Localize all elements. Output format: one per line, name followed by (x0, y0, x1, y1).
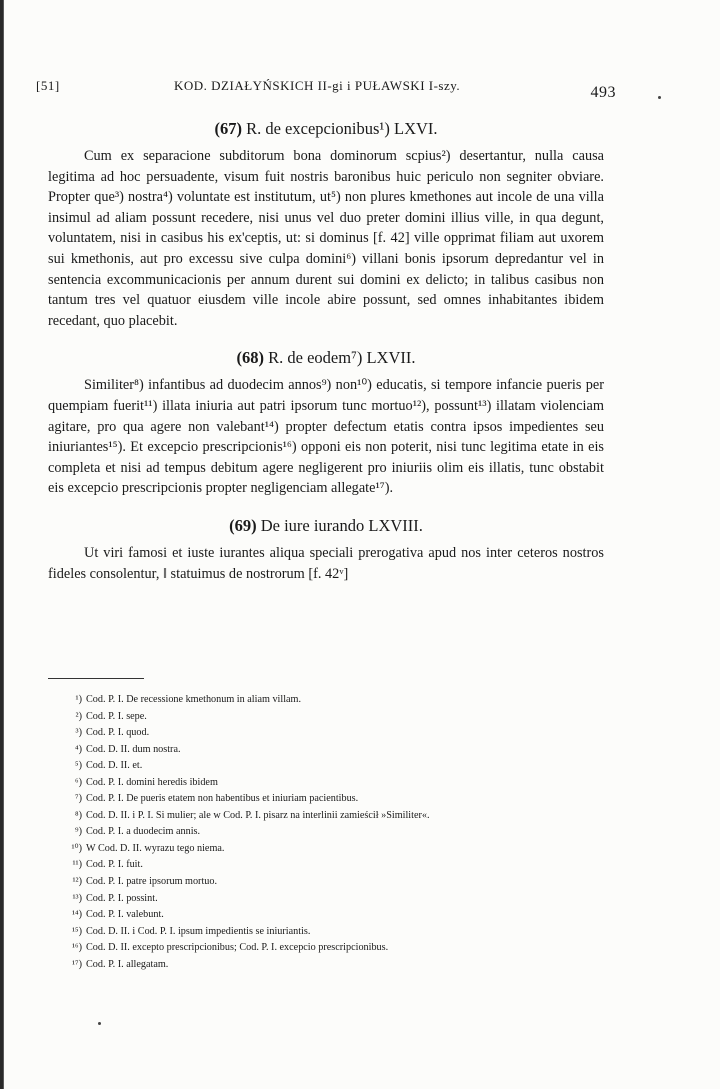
footnote-text: Cod. P. I. valebunt. (86, 909, 164, 921)
section-heading (48, 515, 604, 537)
footnote-mark: ¹⁶) (72, 942, 82, 954)
footnote-mark: ²) (75, 710, 82, 722)
footnote-mark: ⁵) (75, 760, 82, 772)
footnote-text: Cod. P. I. sepe. (86, 710, 147, 722)
footnote (48, 924, 604, 941)
footnote (48, 857, 604, 874)
section-paragraph: Ut viri famosi et iuste iurantes aliqua speciali prerogativa apud nos inter ceteros nostros fideles consolentur, ǁ statuimus de nostrorum [f. 42ᵛ] (48, 544, 604, 582)
footnote (48, 758, 604, 775)
page-number: 493 (590, 84, 616, 101)
footnote (48, 891, 604, 908)
footnote-mark: ⁸) (75, 809, 82, 821)
footnote (48, 957, 604, 974)
footnote-mark: ¹⁰) (71, 842, 82, 854)
footnote-mark: ³) (75, 727, 82, 739)
footnotes (48, 692, 604, 973)
section-number: (67) (214, 119, 242, 138)
footnote-mark: ¹⁴) (72, 909, 82, 921)
footnote (48, 874, 604, 891)
section-number: (69) (229, 515, 257, 535)
footnote-mark: ⁴) (75, 743, 82, 755)
section-heading (48, 118, 604, 140)
footnote (48, 725, 604, 742)
footnote-text: Cod. P. I. quod. (86, 727, 150, 739)
footnote-mark: ⁶) (75, 776, 82, 788)
footnote-mark: ¹⁵) (72, 925, 82, 937)
footnote (48, 742, 604, 759)
footnote-mark: ⁹) (75, 826, 82, 838)
footnote-text: Cod. P. I. a duodecim annis. (86, 826, 201, 838)
scan-speck (98, 1022, 101, 1025)
footnote-text: W Cod. D. II. wyrazu tego niema. (86, 842, 225, 854)
scan-edge (0, 0, 4, 1089)
footnote-mark: ¹) (75, 694, 82, 705)
section-paragraph: Similiter⁸) infantibus ad duodecim annos⁹) non¹⁰) educatis, si tempore infancie pueris per quempiam fuerit¹¹) illata iniuria aut patri ipsorum tunc mortuo¹²), possunt¹³) illatam violenciam agitare, pro qua agere non valebant¹⁴) propter defectum etatis contra ipsos impedientes seu iniuriantes¹⁵). Et excepcio prescripcionis¹⁶) opponi eis non poterit, nisi tunc legitima etate in eis completa et nisi ad tempus debitum agere negligerent pro iniuriis olim eis illatis, tunc obstabit eis excepcio prescripcionis propter negligenciam allegate¹⁷). (48, 377, 604, 497)
footnote-separator (48, 678, 144, 679)
footnote (48, 692, 604, 709)
footnote-text: Cod. P. I. De pueris etatem non habentibus et iniuriam pacientibus. (86, 793, 359, 805)
section-title: De iure iurando LXVIII. (260, 515, 423, 535)
footnote (48, 709, 604, 726)
footnote (48, 907, 604, 924)
running-title: KOD. DZIAŁYŃSKICH II-gi i PUŁAWSKI I-szy. (174, 78, 461, 93)
main-text (48, 118, 604, 594)
footnote-text: Cod. P. I. fuit. (86, 859, 143, 871)
footnote-text: Cod. D. II. et. (86, 760, 143, 772)
footnote-mark: ¹⁷) (72, 958, 82, 970)
footnote-text: Cod. P. I. possint. (86, 892, 158, 904)
footnote (48, 775, 604, 792)
footnote-mark: ¹³) (72, 892, 82, 904)
footnote (48, 940, 604, 957)
footnote (48, 791, 604, 808)
footnote-mark: ⁷) (75, 793, 82, 805)
footnote-text: Cod. P. I. De recessione kmethonum in aliam villam. (86, 694, 302, 705)
footnote (48, 824, 604, 841)
footnote-text: Cod. D. II. i P. I. Si mulier; ale w Cod. P. I. pisarz na interlinii zamieścił »Similiter«. (86, 809, 430, 821)
footnote-mark: ¹¹) (72, 859, 82, 871)
footnote (48, 841, 604, 858)
footnote-text: Cod. P. I. domini heredis ibidem (86, 776, 218, 788)
footnote-text: Cod. P. I. allegatam. (86, 958, 169, 970)
footnote-text: Cod. D. II. excepto prescripcionibus; Cod. P. I. excepcio prescripcionibus. (86, 942, 389, 954)
footnote-mark: ¹²) (72, 876, 82, 888)
scan-speck (658, 96, 661, 99)
section-title: R. de eodem⁷) LXVII. (268, 348, 416, 368)
footnote-text: Cod. D. II. dum nostra. (86, 743, 181, 755)
footnote-text: Cod. P. I. patre ipsorum mortuo. (86, 876, 218, 888)
section-paragraph: Cum ex separacione subditorum bona dominorum scpius²) desertantur, nulla causa legitima ad hoc persuadente, visum fuit nostris baronibus huic periculo non segniter obviare. Propter que³) nostra⁴) voluntate est institutum, ut⁵) non plures kmethones aut incole de una villa insimul ad aliam possunt recedere, nisi unus vel duo preter domini illius ville, in qua degunt, voluntatem, nisi in casibus his ex'ceptis, ut: si dominus [f. 42] ville opprimat filiam aut uxorem sui kmethonis, aut pro excessu sive culpa domini⁶) villani bonis ipsorum depredantur vel in sentencia excommunicacionis per annum durent sui domini ex delicto; in talibus casibus non tantum tres vel quatuor eiusdem ville incole abire possunt, sed omnes inhabitantes ibidem recedant, quo placebit. (48, 148, 604, 329)
footnote-text: Cod. D. II. i Cod. P. I. ipsum impedientis se iniuriantis. (86, 925, 311, 937)
footnote (48, 808, 604, 825)
section-heading (48, 347, 604, 369)
section-number: (68) (236, 348, 265, 368)
page-signature: [51] (36, 78, 60, 93)
section-title: R. de excepcionibus¹) LXVI. (246, 119, 438, 138)
